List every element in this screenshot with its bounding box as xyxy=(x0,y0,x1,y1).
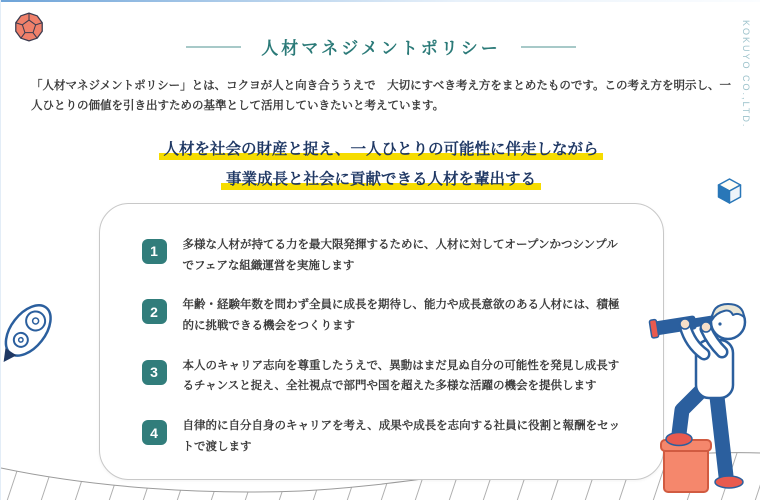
policy-item-2 xyxy=(142,295,623,336)
item-text: 年齢・経験年数を問わず全員に成長を期待し、能力や成長意欲のある人材には、積極的に挑戦できる機会をつくります xyxy=(182,299,620,332)
item-text: 自律的に自分自身のキャリアを考え、成果や成長を志向する社員に役割と報酬をセットで渡します xyxy=(182,420,621,453)
gem-polyhedron-icon xyxy=(13,11,45,43)
item-number-badge: 2 xyxy=(142,299,167,324)
brand-vertical-label: KOKUYO CO.,LTD. xyxy=(741,20,751,129)
item-number-badge: 1 xyxy=(142,239,167,264)
policy-item-1 xyxy=(142,235,623,276)
policy-card xyxy=(99,203,664,480)
policy-headline xyxy=(1,137,760,190)
item-text: 多様な人材が持てる力を最大限発揮するために、人材に対してオープンかつシンプルでフェアな組織運営を実施します xyxy=(182,238,618,272)
item-text: 本人のキャリア志向を尊重したうえで、異動はまだ見ぬ自分の可能性を発見し成長するチャンスと捉え、全社視点で部門や国を超えた多様な活躍の機会を提供します xyxy=(182,359,620,393)
headline-line-1: 人材を社会の財産と捉え、一人ひとりの可能性に伴走しながら xyxy=(1,137,760,160)
correction-tape-icon xyxy=(0,292,59,372)
policy-item-3 xyxy=(142,356,623,397)
intro-paragraph: 「人材マネジメントポリシー」とは、コクヨが人と向き合ううえで 大切にすべき考え方をまとめたものです。この考え方を明示し、一人ひとりの価値を引き出すための基準として活用していきたいと考えています。 xyxy=(31,80,731,113)
page-title: 人材マネジメントポリシー xyxy=(261,39,501,58)
headline-line-2: 事業成長と社会に貢献できる人材を輩出する xyxy=(1,167,760,190)
person-with-telescope-illustration xyxy=(642,284,757,494)
item-number-badge: 4 xyxy=(142,420,167,445)
policy-item-4 xyxy=(142,416,623,457)
title-divider-left xyxy=(186,46,241,48)
cube-icon xyxy=(716,177,743,205)
title-divider-right xyxy=(521,46,576,48)
item-number-badge: 3 xyxy=(142,360,167,385)
title-row xyxy=(1,34,760,59)
